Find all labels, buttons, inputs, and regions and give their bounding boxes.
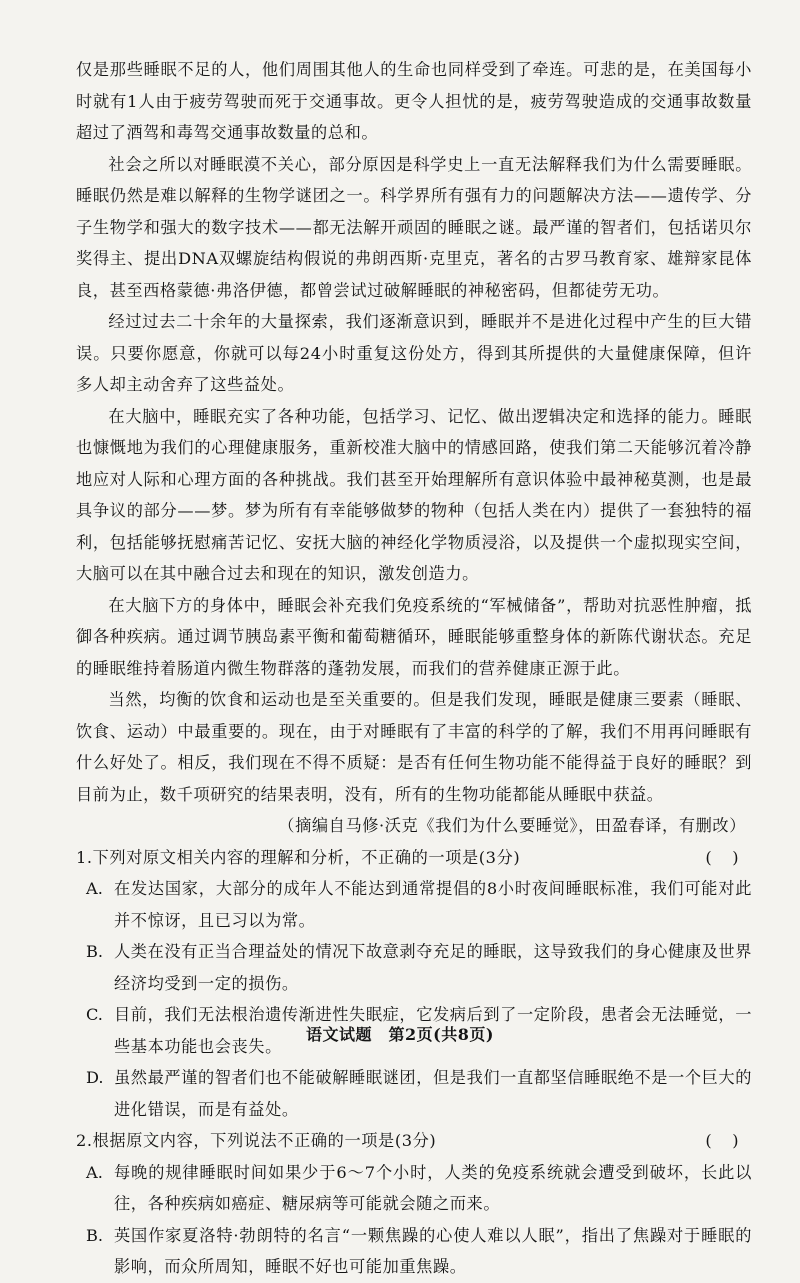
question-2-option-a: A. 每晚的规律睡眠时间如果少于6～7个小时，人类的免疫系统就会遭受到破坏，长此以往，各种疾病如癌症、糖尿病等可能就会随之而来。 — [86, 1162, 752, 1213]
answer-blank-1: ( ) — [705, 847, 739, 867]
paragraph-1: 仅是那些睡眠不足的人，他们周围其他人的生命也同样受到了牵连。可悲的是，在美国每小时就有1人由于疲劳驾驶而死于交通事故。更令人担忧的是，疲劳驾驶造成的交通事故数量超过了酒驾和毒驾交通事故数量的总和。 — [76, 60, 752, 142]
paragraph-5: 在大脑下方的身体中，睡眠会补充我们免疫系统的“军械储备”，帮助对抗恶性肿瘤，抵御各种疾病。通过调节胰岛素平衡和葡萄糖循环，睡眠能够重整身体的新陈代谢状态。充足的睡眠维持着肠道内微生物群落的蓬勃发展，而我们的营养健康正源于此。 — [76, 595, 752, 678]
page-content — [76, 54, 752, 1283]
paragraph-3: 经过过去二十余年的大量探索，我们逐渐意识到，睡眠并不是进化过程中产生的巨大错误。只要你愿意，你就可以每24小时重复这份处方，得到其所提供的大量健康保障，但许多人却主动舍弃了这些益处。 — [76, 312, 752, 394]
question-1 — [76, 842, 752, 874]
source-citation: （摘编自马修·沃克《我们为什么要睡觉》，田盈春译，有删改） — [278, 816, 746, 835]
page-footer: 语文试题 第2页(共8页) — [306, 1025, 494, 1044]
answer-blank-2: ( ) — [705, 1131, 739, 1150]
question-2-option-b: B. 英国作家夏洛特·勃朗特的名言“一颗焦躁的心使人难以人眠”，指出了焦躁对于睡眠的影响，而众所周知，睡眠不好也可能加重焦躁。 — [86, 1225, 752, 1276]
question-1-option-a: A. 在发达国家，大部分的成年人不能达到通常提倡的8小时夜间睡眠标准，我们可能对此并不惊讶，且已习以为常。 — [86, 879, 752, 930]
question-2-stem: 2.根据原文内容，下列说法不正确的一项是(3分) — [76, 1131, 437, 1150]
question-1-stem: 1.下列对原文相关内容的理解和分析，不正确的一项是(3分) — [76, 847, 521, 867]
paragraph-4: 在大脑中，睡眠充实了各种功能，包括学习、记忆、做出逻辑决定和选择的能力。睡眠也慷慨地为我们的心理健康服务，重新校准大脑中的情感回路，使我们第二天能够沉着冷静地应对人际和心理方面的各种挑战。我们甚至开始理解所有意识体验中最神秘莫测，也是最具争议的部分——梦。梦为所有有幸能够做梦的物种（包括人类在内）提供了一套独特的福利，包括能够抚慰痛苦记忆、安抚大脑的神经化学物质浸浴，以及提供一个虚拟现实空间，大脑可以在其中融合过去和现在的知识，激发创造力。 — [76, 406, 752, 583]
question-2 — [76, 1125, 752, 1157]
paragraph-6: 当然，均衡的饮食和运动也是至关重要的。但是我们发现，睡眠是健康三要素（睡眠、饮食、运动）中最重要的。现在，由于对睡眠有了丰富的科学的了解，我们不用再问睡眠有什么好处了。相反，我们现在不得不质疑：是否有任何生物功能不能得益于良好的睡眠？到目前为止，数千项研究的结果表明，没有，所有的生物功能都能从睡眠中获益。 — [76, 690, 752, 804]
question-1-option-c: C. 目前，我们无法根治遗传渐进性失眠症，它发病后到了一定阶段，患者会无法睡觉，一些基本功能也会丧失。 — [86, 1005, 752, 1056]
paragraph-2: 社会之所以对睡眠漠不关心，部分原因是科学史上一直无法解释我们为什么需要睡眠。睡眠仍然是难以解释的生物学谜团之一。科学界所有强有力的问题解决方法——遗传学、分子生物学和强大的数字技术——都无法解开顽固的睡眠之谜。最严谨的智者们，包括诺贝尔奖得主、提出DNA双螺旋结构假说的弗朗西斯·克里克，著名的古罗马教育家、雄辩家昆体良，甚至西格蒙德·弗洛伊德，都曾尝试过破解睡眠的神秘密码，但都徒劳无功。 — [76, 154, 752, 300]
question-1-option-b: B. 人类在没有正当合理益处的情况下故意剥夺充足的睡眠，这导致我们的身心健康及世界经济均受到一定的损伤。 — [86, 942, 752, 993]
question-1-option-d: D. 虽然最严谨的智者们也不能破解睡眠谜团，但是我们一直都坚信睡眠绝不是一个巨大的进化错误，而是有益处。 — [86, 1068, 752, 1119]
